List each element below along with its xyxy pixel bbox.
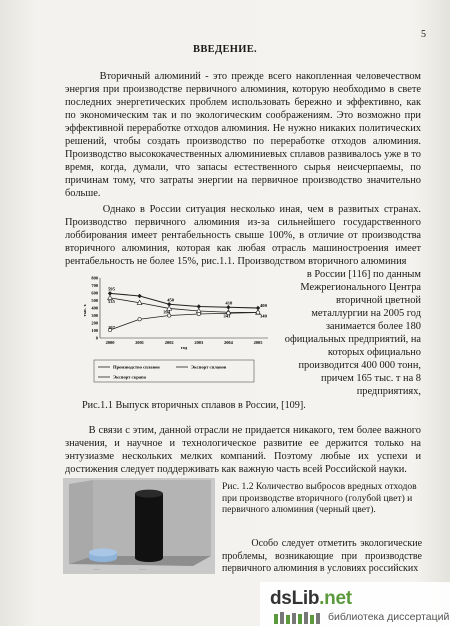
data-label: 343	[223, 313, 231, 319]
watermark-logo: dsLib.net	[270, 588, 352, 609]
x-tick-label: 2002	[164, 340, 174, 345]
watermark	[260, 582, 450, 626]
x-tick-label: 2003	[194, 340, 204, 345]
y-tick-label: 800	[91, 275, 98, 281]
data-label: 450	[167, 297, 175, 303]
data-label: 595	[108, 286, 115, 292]
y-tick-label: 100	[91, 328, 98, 333]
legend-entry: Производство сплавов	[113, 364, 160, 370]
paragraph-1-text: Вторичный алюминий - это прежде всего накопленная человечеством энергия при производстве первичного алюминия, которую необходимо в свете последних энергетических проблем использовать бережно и эффективно, как по экономическим так и по экологическим соображениям. Это возможно при эффективной переработке отходов алюминия. Не нужно никаких политических решений, чтобы создать производство по переработке отходов алюминия. Производство высококачественных алюминиевых сплавов развивалось уже в то время, когда, думали, что запасы естественного сырья неисчерпаемы, по причинам тому, что затраты энергии на первичное производство значительно больше.	[65, 71, 421, 199]
paragraph-2	[65, 203, 421, 268]
bar-1	[89, 548, 117, 562]
figure-1-caption: Рис.1.1 Выпуск вторичных сплавов в России, [109].	[82, 400, 306, 411]
y-tick-label: 200	[91, 320, 98, 326]
data-point	[226, 305, 230, 309]
paragraph-3	[65, 424, 421, 476]
chart-2-tick-2: ·······	[139, 568, 147, 572]
x-tick-label: 2001	[135, 340, 144, 345]
series-line-1	[110, 293, 258, 308]
data-label: 535	[108, 298, 115, 304]
chart-emissions	[63, 478, 215, 574]
y-tick-label: 500	[91, 298, 98, 303]
chart-secondary-alloys	[80, 270, 280, 398]
books-icon	[274, 612, 322, 624]
data-label: 410	[225, 300, 233, 306]
x-tick-label: 2005	[253, 340, 263, 345]
y-axis	[82, 276, 100, 341]
page-title: ВВЕДЕНИЕ.	[193, 44, 257, 55]
series-line-3	[110, 313, 258, 330]
x-tick-label: 2000	[105, 340, 115, 345]
data-point	[197, 312, 200, 315]
y-tick-label: 700	[91, 283, 98, 288]
data-point	[138, 318, 141, 321]
page-number: 5	[421, 29, 426, 40]
data-label: 400	[260, 303, 267, 308]
paragraph-4	[222, 538, 422, 576]
x-axis	[100, 338, 268, 350]
legend-entry: Экспорт сплавов	[191, 364, 227, 370]
data-point	[137, 294, 141, 298]
paragraph-3-text: В связи с этим, данной отрасли не придается никакого, тем более важного значения, и научное и технологическое развитие ее держится только на энтузиазме нескольких мелких компаний. Поэтому любые их успехи и достижения следует поддерживать как важную часть всей Российской науки.	[65, 425, 421, 475]
data-label: 107	[108, 324, 115, 330]
bar-2	[135, 490, 163, 562]
y-tick-label: 0	[95, 335, 98, 341]
x-axis-title: год	[180, 345, 188, 350]
x-tick-label: 2004	[224, 340, 233, 345]
data-label: 340	[260, 313, 267, 319]
paragraph-2-side: в России [116] по данным Межрегионального Центра вторичной цветной металлургии на 2005 год занимается более 180 официальных предприятий, на которых официально производится 400 000 тонн, причем 165 тыс. т на 8 предприятиях,	[284, 269, 421, 397]
y-tick-label: 300	[91, 313, 98, 318]
figure-2-caption: Рис. 1.2 Количество выбросов вредных отходов при производстве вторичного (голубой цвет) и первичного алюминия (черный цвет).	[222, 481, 417, 515]
y-tick-label: 600	[91, 290, 98, 296]
legend-entry: Экспорт скрапа	[113, 374, 146, 380]
paragraph-4-text: Особо следует отметить экологические проблемы, возникающие при производстве первичного алюминия в условиях российских	[222, 538, 423, 574]
data-label: 394	[163, 309, 171, 315]
chart-2-back-wall	[69, 480, 93, 564]
paragraph-1	[65, 70, 421, 200]
y-axis-title: тыс. т.	[82, 303, 87, 317]
y-tick-label: 400	[91, 305, 98, 311]
paragraph-2-text: Однако в России ситуация несколько иная, чем в развитых странах. Производство первичного алюминия из-за сильнейшего государственного лоббирования имеет рентабельность свыше 100%, в отличие от производства вторичного алюминия, которая как любая отрасль машиностроения имеет рентабельность не более 15%, рис.1.1. Производством вторичного алюминия	[65, 204, 421, 267]
chart-2-tick-1: ·······	[93, 568, 101, 572]
watermark-subtitle: библиотека диссертаций	[328, 611, 450, 623]
